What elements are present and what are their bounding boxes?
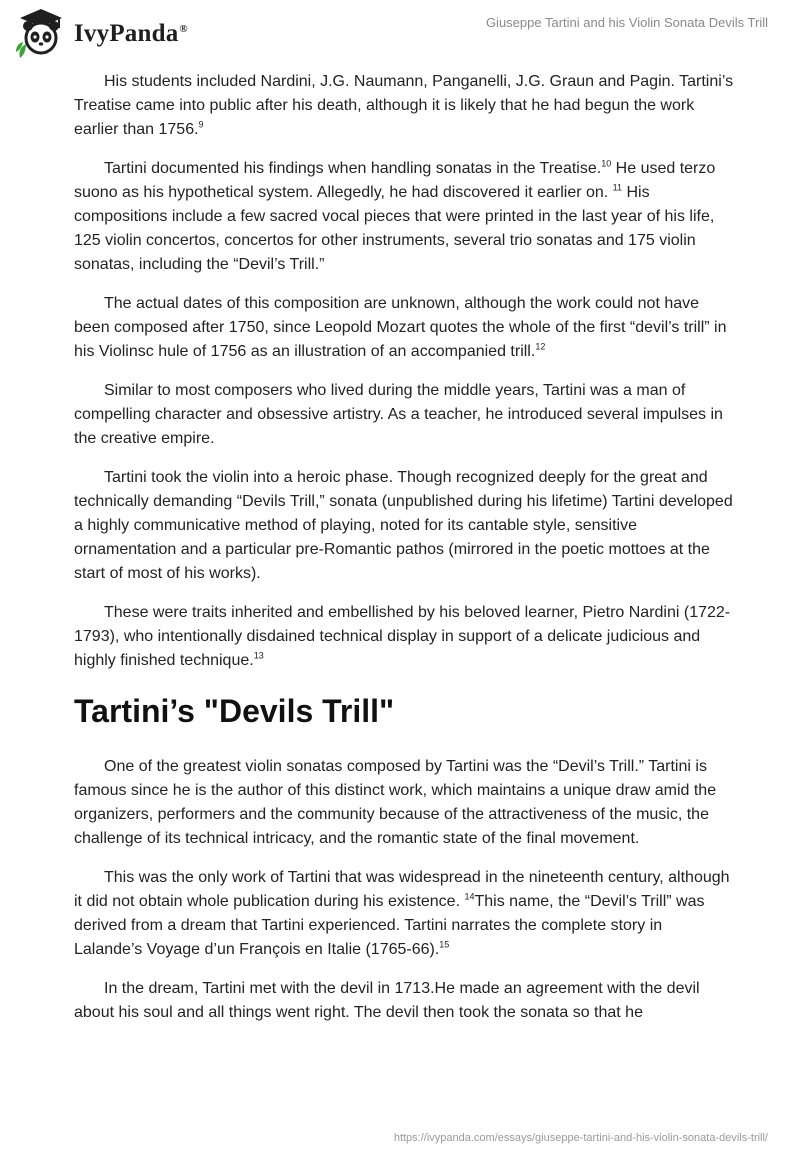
footnote-ref[interactable]: 13 <box>253 650 264 661</box>
document-title: Giuseppe Tartini and his Violin Sonata Devils Trill <box>485 15 768 30</box>
paragraph-students: His students included Nardini, J.G. Naumann, Panganelli, J.G. Graun and Pagin. Tartini’s Treatise came into public after his death, although it is likely that he had begun the work earlier than 1756.$^9$ <box>74 73 734 138</box>
paragraph-dream: In the dream, Tartini met with the devil in 1713.He made an agreement with the devil about his soul and all things went right. The devil then took the sonata so that he <box>74 980 700 1021</box>
source-url-link[interactable]: https://ivypanda.com/essays/giuseppe-tartini-and-his-violin-sonata-devils-trill/ <box>393 1132 768 1144</box>
page-header <box>0 0 800 64</box>
paragraph-dates: The actual dates of this composition are unknown, although the work could not have been composed after 1750, since Leopold Mozart quotes the whole of the first “devil’s trill” in his Violinsc hule of 1756 as an illustration of an accompanied trill.$^{12}$ <box>74 295 727 360</box>
brand-logo[interactable] <box>14 6 188 60</box>
paragraph-nineteenth-century: This was the only work of Tartini that was widespread in the nineteenth century, although it did not obtain whole publication during his existence. $^{14}$This name, the “Devil’s Trill” was derived from a dream that Tartini experienced. Tartini narrates the complete story in Lalande’s Voyage d’un François en Italie (1765-66).$^{15}$ <box>74 869 730 958</box>
footnote-ref[interactable]: 10 <box>601 158 612 169</box>
footnote-ref[interactable]: 15 <box>439 939 450 950</box>
paragraph-greatest-sonata: One of the greatest violin sonatas composed by Tartini was the “Devil’s Trill.” Tartini is famous since he is the author of this distinct work, which maintains a unique draw amid the organizers, performers and the community because of the attractiveness of the music, the challenge of its technical intricacy, and the romantic state of the final movement. <box>74 758 717 847</box>
footnote-ref[interactable]: 11 <box>612 182 623 193</box>
paragraph-findings: Tartini documented his findings when handling sonatas in the Treatise.$^{10}$ He used terzo suono as his hypothetical system. Allegedly, he had discovered it earlier on. $^{11}$ His compositions include a few sacred vocal pieces that were printed in the last year of his life, 125 violin concertos, concertos for other instruments, several trio sonatas and 175 violin sonatas, including the “Devil’s Trill.” <box>74 158 716 273</box>
essay-body <box>74 70 734 1040</box>
section-heading: Tartini’s "Devils Trill" <box>74 693 395 729</box>
footnote-ref[interactable]: 9 <box>198 119 204 130</box>
brand-name: IvyPanda® <box>74 20 188 47</box>
paragraph-heroic-phase: Tartini took the violin into a heroic phase. Though recognized deeply for the great and technically demanding “Devils Trill,” sonata (unpublished during his lifetime) Tartini developed a highly communicative method of playing, noted for its cantable style, sensitive ornamentation and a particular pre-Romantic pathos (mirrored in the poetic mottoes at the start of most of his works). <box>74 469 733 582</box>
footnote-ref[interactable]: 12 <box>535 341 546 352</box>
paragraph-nardini: These were traits inherited and embellished by his beloved learner, Pietro Nardini (1722-1793), who intentionally disdained technical display in support of a delicate judicious and highly finished technique.$^{13}$ <box>74 604 731 669</box>
paragraph-character: Similar to most composers who lived during the middle years, Tartini was a man of compelling character and obsessive artistry. As a teacher, he introduced several impulses in the creative empire. <box>74 382 723 447</box>
footnote-ref[interactable]: 14 <box>464 891 475 902</box>
panda-logo-icon <box>14 6 68 60</box>
